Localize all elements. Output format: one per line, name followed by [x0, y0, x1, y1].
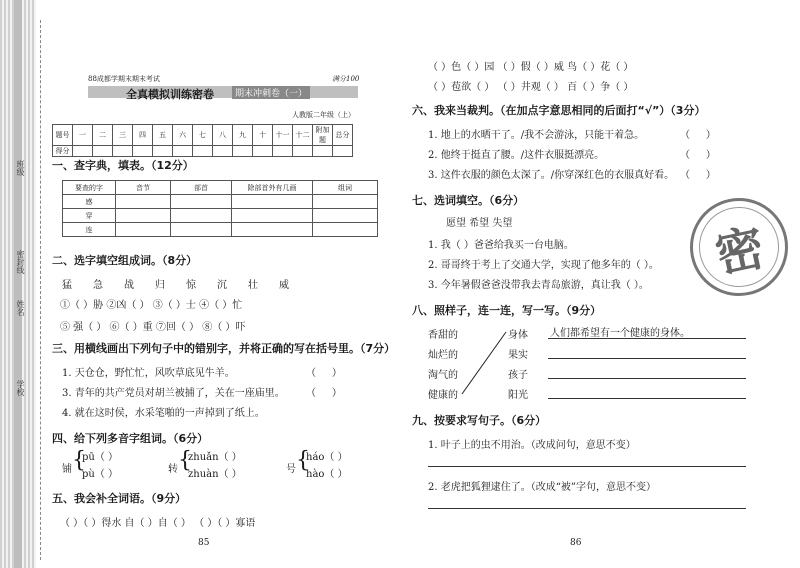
table-cell: 连	[63, 223, 116, 237]
rewrite-item: 1. 叶子上的虫不用治。（改成问句，意思不变）	[428, 440, 636, 451]
score-cell[interactable]	[293, 146, 313, 157]
full-score: 满分100	[332, 75, 360, 83]
char-item: 战	[124, 280, 134, 291]
score-header: 七	[193, 125, 213, 146]
brace: {	[72, 448, 86, 473]
page-title: 全真模拟训练密卷	[126, 88, 214, 101]
pinyin-item: pū（ ）	[82, 452, 119, 463]
answer-cell[interactable]	[313, 223, 378, 237]
char-item: 急	[93, 280, 103, 291]
score-header: 六	[173, 125, 193, 146]
score-cell[interactable]	[213, 146, 233, 157]
table-header: 部首	[171, 181, 232, 195]
fill-item: 1. 我（ ）爸爸给我买一台电脑。	[428, 240, 574, 251]
score-cell[interactable]	[193, 146, 213, 157]
score-header: 总分	[333, 125, 353, 146]
seal-line	[40, 20, 41, 560]
score-header: 十	[253, 125, 273, 146]
answer-parens: （ ）	[680, 130, 716, 141]
pinyin-item: hào（ ）	[306, 469, 348, 480]
score-header: 三	[113, 125, 133, 146]
answer-cell[interactable]	[171, 223, 232, 237]
judge-item: 2. 他终于挺直了腰。/这件衣服挺漂亮。	[428, 150, 605, 161]
char-item: 威	[279, 280, 289, 291]
score-header: 十二	[293, 125, 313, 146]
section-1-heading: 一、查字典，填表。（12分）	[52, 159, 194, 172]
write-line[interactable]	[428, 508, 746, 509]
polyphone-char: 铺	[62, 464, 72, 475]
score-cell[interactable]	[253, 146, 273, 157]
table-header: 音节	[116, 181, 171, 195]
table-header: 组词	[313, 181, 378, 195]
section-9-heading: 九、按要求写句子。（6分）	[412, 414, 547, 427]
choice-characters	[62, 276, 310, 291]
score-header: 附加题	[313, 125, 333, 146]
pinyin-item: háo（ ）	[306, 452, 348, 463]
word-choices: 愿望 希望 失望	[446, 218, 513, 229]
score-cell[interactable]	[113, 146, 133, 157]
judge-item: 3. 这件衣服的颜色太深了。/你穿深红色的衣服真好看。	[428, 170, 675, 181]
binding-class: 班级	[16, 160, 25, 176]
judge-item: 1. 地上的水晒干了。/我不会游泳，只能干着急。	[428, 130, 645, 141]
score-cell[interactable]	[273, 146, 293, 157]
exam-tag: 期末冲刺卷（一）	[232, 86, 310, 99]
score-cell[interactable]	[333, 146, 353, 157]
score-cell[interactable]	[73, 146, 93, 157]
fill-line-1: ①（ ）胁 ②凶（ ） ③（ ）士 ④（ ）忙	[60, 300, 243, 311]
answer-parens: （ ）	[680, 150, 716, 161]
match-left: 灿烂的	[428, 350, 458, 361]
score-header: 二	[93, 125, 113, 146]
match-right: 身体	[508, 330, 528, 341]
score-cell[interactable]	[173, 146, 193, 157]
binding-edge	[0, 0, 36, 568]
score-cell[interactable]	[153, 146, 173, 157]
polyphone-char: 转	[168, 464, 178, 475]
table-cell: 穿	[63, 209, 116, 223]
answer-parens: （ ）	[306, 388, 342, 399]
idiom-line-2: （ ）色（ ）园 （ ）假（ ）威 鸟（ ）花（ ）	[428, 62, 634, 73]
pinyin-item: zhuàn（ ）	[188, 469, 242, 480]
score-label: 得分	[53, 146, 73, 157]
sentence-item: 4. 就在这时侯，水采笔啪的一声掉到了纸上。	[62, 408, 265, 419]
section-2-heading: 二、选字填空组成词。（8分）	[52, 254, 198, 267]
idiom-line-1: （ ）（ ）得水 自（ ）自（ ） （ ）（ ）寡语	[60, 518, 256, 529]
answer-cell[interactable]	[232, 223, 313, 237]
char-item: 壮	[248, 280, 258, 291]
score-header: 八	[213, 125, 233, 146]
write-line[interactable]	[548, 378, 746, 379]
binding-name: 姓名	[16, 300, 25, 316]
brace: {	[296, 448, 310, 473]
match-left: 健康的	[428, 390, 458, 401]
char-item: 沉	[217, 280, 227, 291]
match-right: 阳光	[508, 390, 528, 401]
answer-cell[interactable]	[232, 195, 313, 209]
score-cell[interactable]	[313, 146, 333, 157]
char-item: 归	[155, 280, 165, 291]
fill-line-2: ⑤ 强（ ） ⑥（ ）重 ⑦回（ ） ⑧（ ）吓	[60, 322, 246, 333]
score-cell[interactable]	[93, 146, 113, 157]
section-8-heading: 八、照样子，连一连，写一写。（9分）	[412, 304, 602, 317]
seal-stamp: 密	[681, 189, 797, 305]
fill-item: 2. 哥哥终于考上了交通大学，实现了他多年的（ ）。	[428, 260, 659, 271]
answer-cell[interactable]	[171, 195, 232, 209]
match-right: 果实	[508, 350, 528, 361]
score-table	[52, 124, 353, 157]
write-line[interactable]	[548, 338, 746, 339]
match-link	[460, 322, 510, 402]
answer-cell[interactable]	[232, 209, 313, 223]
rewrite-item: 2. 老虎把狐狸逮住了。（改成“被”字句，意思不变）	[428, 482, 656, 493]
answer-cell[interactable]	[313, 195, 378, 209]
sentence-item: 3. 青年的共产党员对胡兰被捕了，关在一座庙里。	[62, 388, 285, 399]
score-cell[interactable]	[233, 146, 253, 157]
answer-parens: （ ）	[680, 170, 716, 181]
binding-school: 学校	[16, 380, 25, 396]
score-header: 题号	[53, 125, 73, 146]
example-sentence: 人们都希望有一个健康的身体。	[550, 328, 690, 339]
page-number-right: 86	[570, 538, 582, 548]
write-line[interactable]	[428, 466, 746, 467]
table-cell: 感	[63, 195, 116, 209]
pinyin-item: pù（ ）	[82, 469, 119, 480]
section-3-heading: 三、用横线画出下列句子中的错别字，并将正确的写在括号里。（7分）	[52, 342, 396, 355]
score-cell[interactable]	[133, 146, 153, 157]
dictionary-table	[62, 180, 378, 237]
brace: {	[178, 448, 192, 473]
edition: 人教版二年级（上）	[292, 111, 355, 119]
section-5-heading: 五、我会补全词语。（9分）	[52, 492, 187, 505]
answer-parens: （ ）	[306, 368, 342, 379]
score-header: 四	[133, 125, 153, 146]
fill-item: 3. 今年暑假爸爸没带我去青岛旅游，真让我（ ）。	[428, 280, 649, 291]
answer-cell[interactable]	[171, 209, 232, 223]
binding-seal: 密封线	[16, 250, 25, 274]
answer-cell[interactable]	[116, 223, 171, 237]
sentence-item: 1. 天仓仓，野忙忙，风吹草底见牛羊。	[62, 368, 235, 379]
match-left: 淘气的	[428, 370, 458, 381]
table-header: 要查的字	[63, 181, 116, 195]
polyphone-char: 号	[286, 464, 296, 475]
section-7-heading: 七、选词填空。（6分）	[412, 194, 525, 207]
section-4-heading: 四、给下列多音字组词。（6分）	[52, 432, 209, 445]
write-line[interactable]	[548, 398, 746, 399]
score-header: 九	[233, 125, 253, 146]
answer-cell[interactable]	[116, 195, 171, 209]
write-line[interactable]	[548, 358, 746, 359]
pinyin-item: zhuǎn（ ）	[188, 452, 242, 463]
idiom-line-3: （ ）苞欲（ ） （ ）井观（ ） 百（ ）争（ ）	[428, 82, 634, 93]
answer-cell[interactable]	[116, 209, 171, 223]
table-header: 除部首外有几画	[232, 181, 313, 195]
match-left: 香甜的	[428, 330, 458, 341]
char-item: 惊	[186, 280, 196, 291]
score-header: 十一	[273, 125, 293, 146]
char-item: 猛	[62, 280, 72, 291]
score-header: 一	[73, 125, 93, 146]
section-6-heading: 六、我来当裁判。（在加点字意思相同的后面打“√”）（3分）	[412, 104, 706, 117]
page-number-left: 85	[198, 538, 210, 548]
score-header: 五	[153, 125, 173, 146]
match-right: 孩子	[508, 370, 528, 381]
exam-series: 88成都学期末期末考试	[88, 75, 160, 83]
answer-cell[interactable]	[313, 209, 378, 223]
